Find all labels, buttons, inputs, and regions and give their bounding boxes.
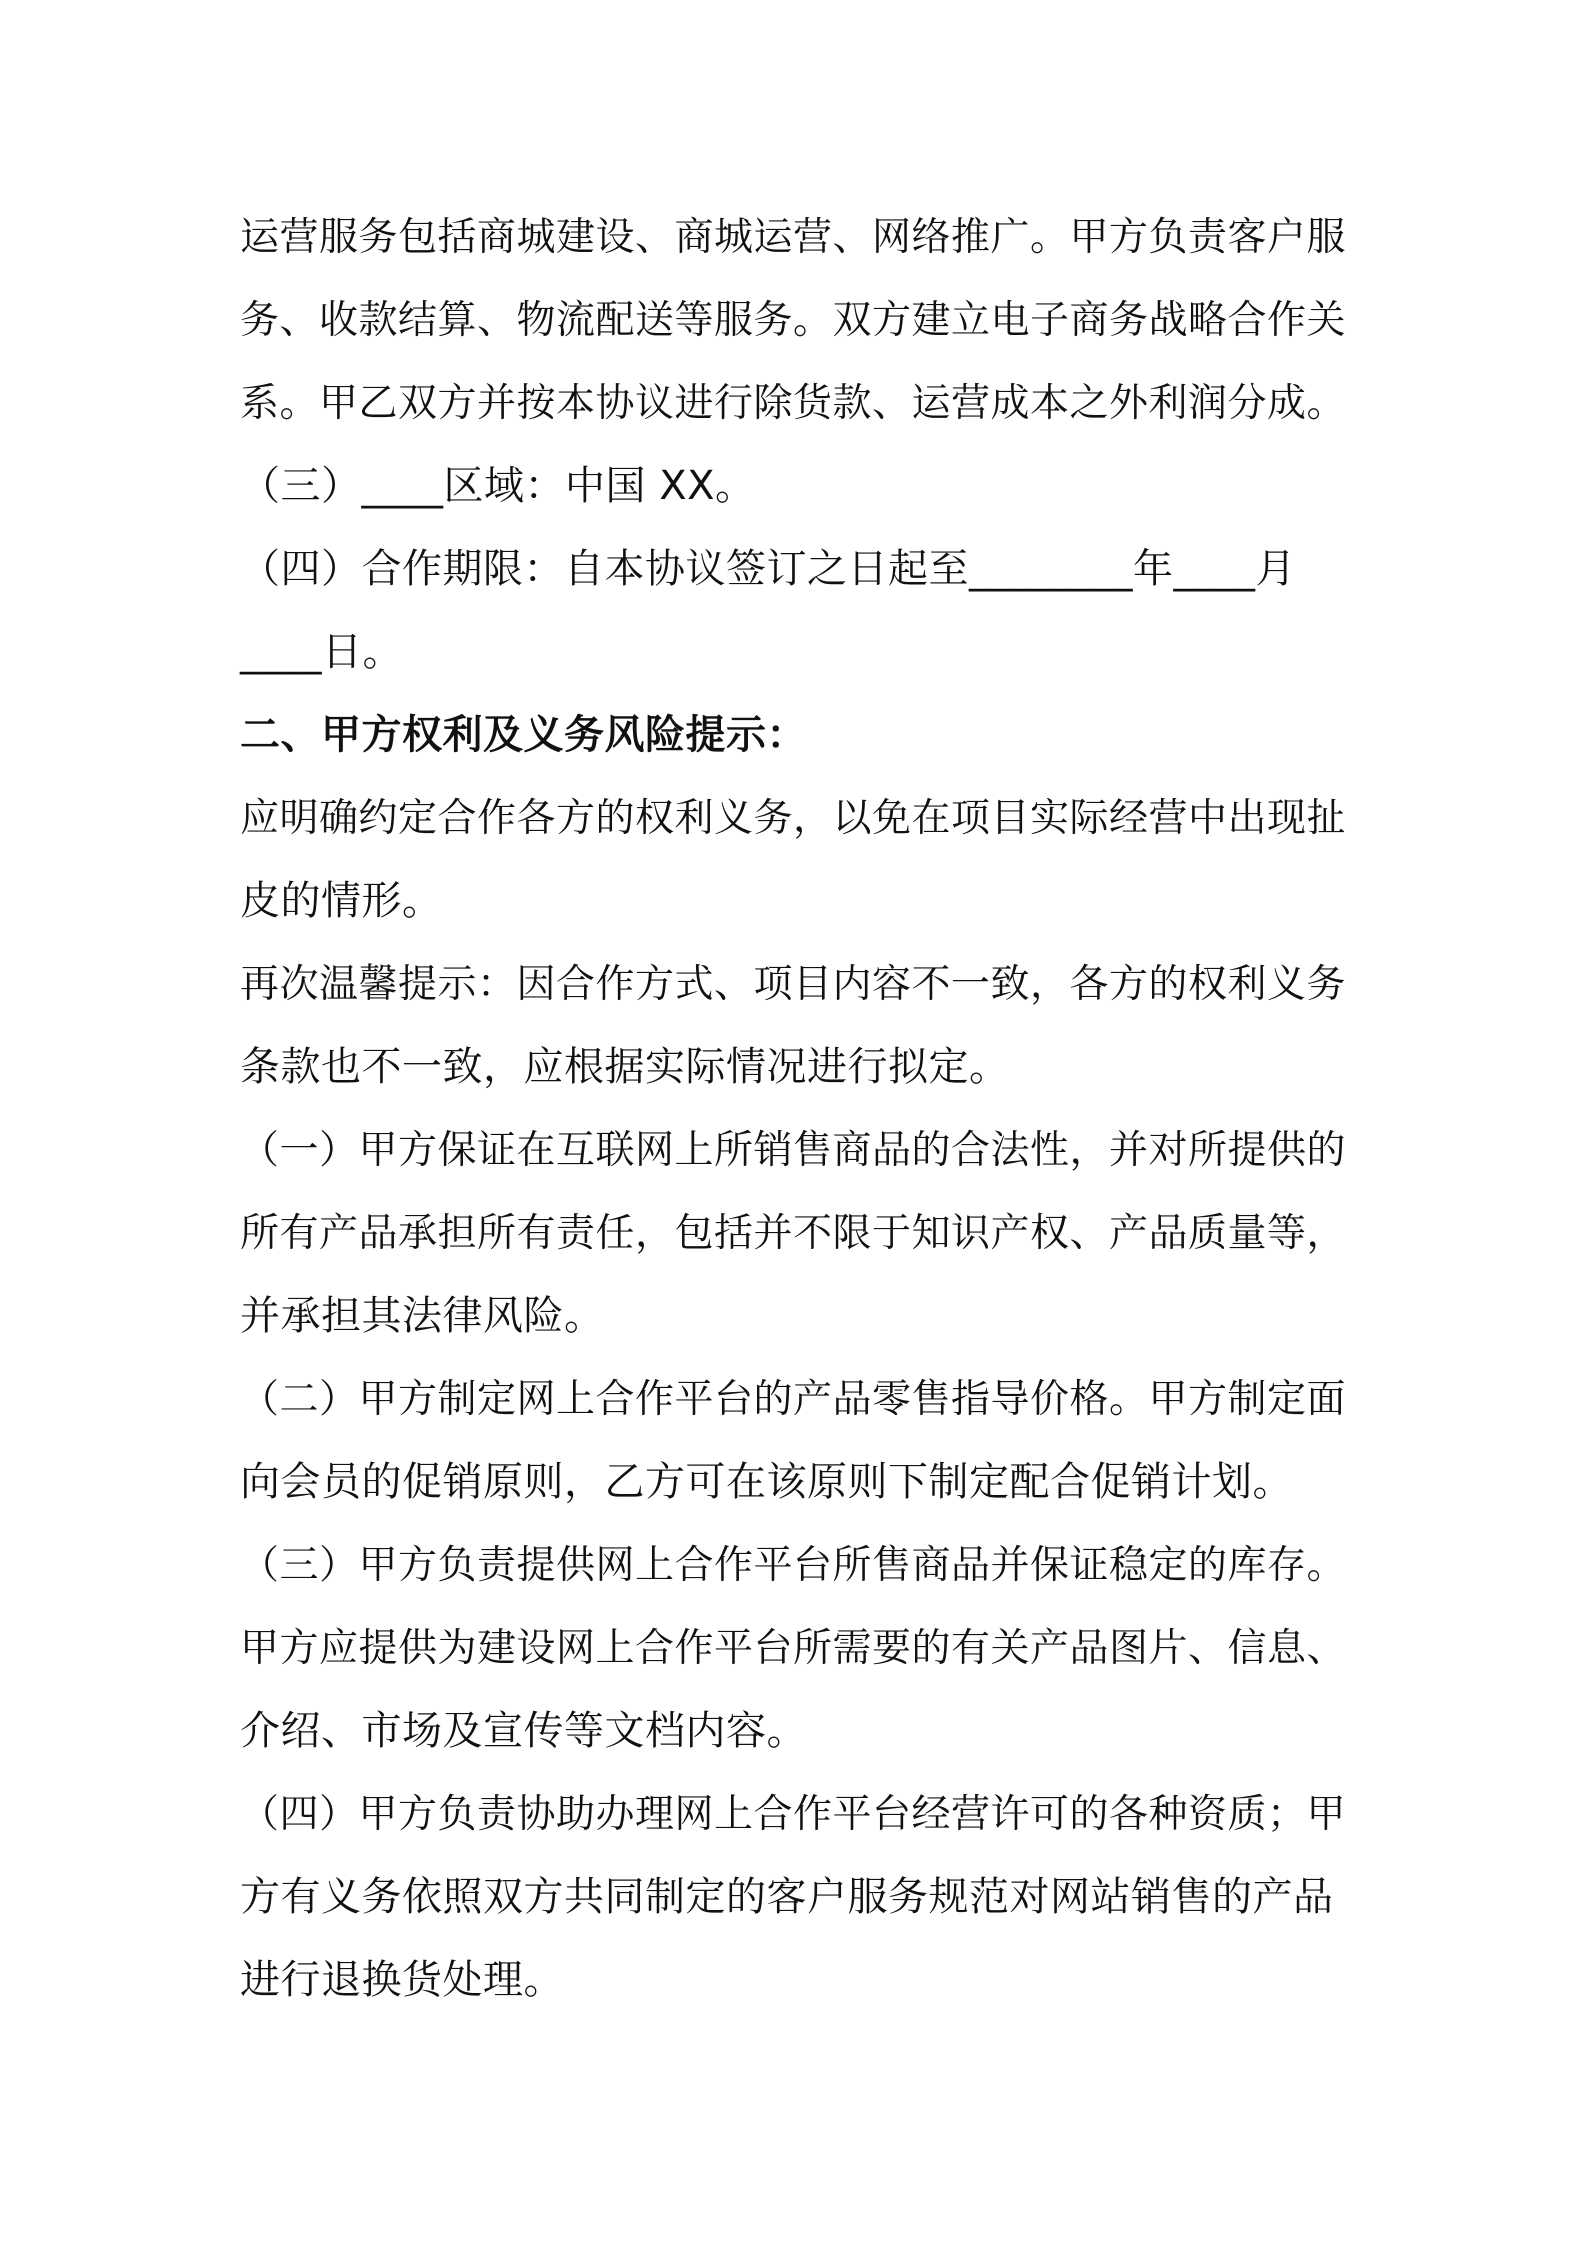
risk-note-line: 皮的情形。: [240, 878, 443, 924]
reminder-line: 条款也不一致，应根据实际情况进行拟定。: [240, 1044, 1010, 1090]
section-region: （三）____区域：中国 XX。: [240, 463, 756, 509]
risk-note-line: 应明确约定合作各方的权利义务，以免在项目实际经营中出现扯: [240, 796, 1347, 841]
clause-1-line: （一）甲方保证在互联网上所销售商品的合法性，并对所提供的: [240, 1128, 1347, 1173]
text-line: 务、收款结算、物流配送等服务。双方建立电子商务战略合作关: [240, 298, 1347, 343]
section-heading: 二、甲方权利及义务风险提示：: [240, 712, 807, 758]
clause-3-line: 甲方应提供为建设网上合作平台所需要的有关产品图片、信息、: [240, 1626, 1347, 1671]
document-body: [240, 196, 1360, 2022]
clause-2-line: （二）甲方制定网上合作平台的产品零售指导价格。甲方制定面: [240, 1377, 1347, 1422]
text-line: 运营服务包括商城建设、商城运营、网络推广。甲方负责客户服: [240, 215, 1347, 260]
clause-3-line: （三）甲方负责提供网上合作平台所售商品并保证稳定的库存。: [240, 1543, 1347, 1588]
reminder-line: 再次温馨提示：因合作方式、项目内容不一致，各方的权利义务: [240, 962, 1347, 1007]
clause-4-line: 方有义务依照双方共同制定的客户服务规范对网站销售的产品: [240, 1874, 1334, 1920]
clause-4-line: 进行退换货处理。: [240, 1957, 564, 2003]
clause-4-line: （四）甲方负责协助办理网上合作平台经营许可的各种资质；甲: [240, 1792, 1347, 1837]
text-line: ____日。: [240, 629, 403, 675]
section-term: （四）合作期限：自本协议签订之日起至________年____月: [240, 546, 1296, 592]
text-line: 系。甲乙双方并按本协议进行除货款、运营成本之外利润分成。: [240, 381, 1347, 426]
clause-2-line: 向会员的促销原则，乙方可在该原则下制定配合促销计划。: [240, 1459, 1293, 1505]
clause-3-line: 介绍、市场及宣传等文档内容。: [240, 1708, 807, 1754]
clause-1-line: 所有产品承担所有责任，包括并不限于知识产权、产品质量等，: [240, 1211, 1347, 1256]
clause-1-line: 并承担其法律风险。: [240, 1293, 605, 1339]
